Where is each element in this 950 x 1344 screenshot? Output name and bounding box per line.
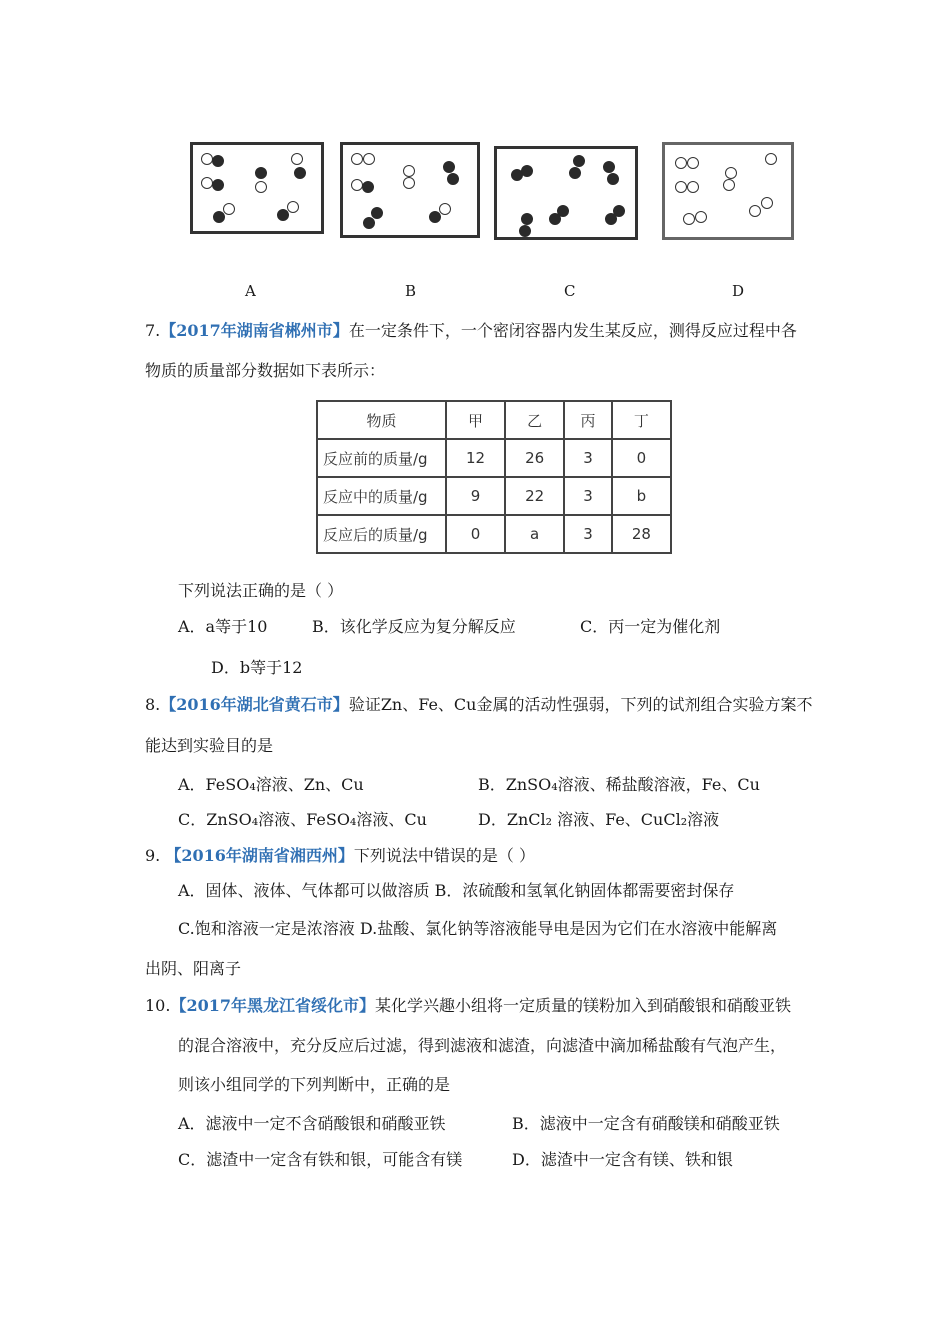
black-atom xyxy=(521,213,533,225)
q7-option-d: D．b等于12 xyxy=(211,658,303,677)
table-header: 丙 xyxy=(564,401,612,439)
q7-option-a: A．a等于10 xyxy=(178,617,268,636)
black-atom xyxy=(607,173,619,185)
black-atom xyxy=(294,167,306,179)
black-atom xyxy=(362,181,374,193)
q9-options-line1: A．固体、液体、气体都可以做溶质 B．浓硫酸和氢氧化钠固体都需要密封保存 xyxy=(178,881,735,900)
black-atom xyxy=(521,165,533,177)
white-atom xyxy=(403,177,415,189)
q7-stem-line1 xyxy=(145,321,797,341)
q7-option-c: C．丙一定为催化剂 xyxy=(580,617,721,636)
white-atom xyxy=(687,157,699,169)
black-atom xyxy=(519,225,531,237)
black-atom xyxy=(573,155,585,167)
table-cell: 28 xyxy=(612,515,671,553)
table-cell: 3 xyxy=(564,439,612,477)
black-atom xyxy=(212,155,224,167)
white-atom xyxy=(255,181,267,193)
white-atom xyxy=(223,203,235,215)
black-atom xyxy=(429,211,441,223)
diagram-box-b xyxy=(340,142,480,238)
q8-option-b: B．ZnSO₄溶液、稀盐酸溶液，Fe、Cu xyxy=(478,775,760,794)
white-atom xyxy=(749,205,761,217)
black-atom xyxy=(447,173,459,185)
diagram-label-a: A xyxy=(245,282,256,300)
q7-number: 7. xyxy=(145,321,161,340)
white-atom xyxy=(695,211,707,223)
table-row xyxy=(317,477,671,515)
q10-option-c: C．滤渣中一定含有铁和银，可能含有镁 xyxy=(178,1150,463,1169)
table-row xyxy=(317,439,671,477)
q10-stem-line1 xyxy=(145,996,791,1016)
white-atom xyxy=(675,181,687,193)
table-cell: 0 xyxy=(612,439,671,477)
table-row xyxy=(317,515,671,553)
q9-source: 【2016年湖南省湘西州】 xyxy=(165,846,354,865)
q8-stem-line2: 能达到实验目的是 xyxy=(145,736,274,755)
table-cell: 反应前的质量/g xyxy=(317,439,446,477)
table-cell: b xyxy=(612,477,671,515)
q10-option-d: D．滤渣中一定含有镁、铁和银 xyxy=(512,1150,733,1169)
black-atom xyxy=(569,167,581,179)
q9-number: 9. xyxy=(145,846,161,865)
q10-source: 【2017年黑龙江省绥化市】 xyxy=(170,996,375,1015)
black-atom xyxy=(443,161,455,173)
white-atom xyxy=(291,153,303,165)
q10-number: 10. xyxy=(145,996,171,1015)
white-atom xyxy=(687,181,699,193)
table-cell: 3 xyxy=(564,515,612,553)
q7-question: 下列说法正确的是（ ） xyxy=(178,581,344,600)
black-atom xyxy=(212,179,224,191)
q8-option-a: A．FeSO₄溶液、Zn、Cu xyxy=(178,775,364,794)
table-cell: 0 xyxy=(446,515,505,553)
diagram-box-c xyxy=(494,146,638,240)
black-atom xyxy=(549,213,561,225)
q10-option-a: A．滤液中一定不含硝酸银和硝酸亚铁 xyxy=(178,1114,446,1133)
black-atom xyxy=(371,207,383,219)
table-header: 乙 xyxy=(505,401,564,439)
white-atom xyxy=(761,197,773,209)
black-atom xyxy=(213,211,225,223)
white-atom xyxy=(723,179,735,191)
table-header: 物质 xyxy=(317,401,446,439)
diagram-label-c: C xyxy=(564,282,576,300)
table-header: 甲 xyxy=(446,401,505,439)
q8-option-c: C．ZnSO₄溶液、FeSO₄溶液、Cu xyxy=(178,810,427,829)
q7-source: 【2017年湖南省郴州市】 xyxy=(160,321,349,340)
table-header-row xyxy=(317,401,671,439)
table-cell: 9 xyxy=(446,477,505,515)
black-atom xyxy=(255,167,267,179)
q9-stem-line xyxy=(145,846,535,866)
diagram-label-b: B xyxy=(405,282,417,300)
table-cell: 22 xyxy=(505,477,564,515)
white-atom xyxy=(403,165,415,177)
q9-options-line2: C.饱和溶液一定是浓溶液 D.盐酸、氯化钠等溶液能导电是因为它们在水溶液中能解离 xyxy=(178,919,778,938)
q7-stem-line2: 物质的质量部分数据如下表所示： xyxy=(145,361,386,380)
q10-stem-line2: 的混合溶液中，充分反应后过滤，得到滤液和滤渣，向滤渣中滴加稀盐酸有气泡产生， xyxy=(178,1036,787,1055)
white-atom xyxy=(351,153,363,165)
black-atom xyxy=(605,213,617,225)
white-atom xyxy=(439,203,451,215)
table-cell: 26 xyxy=(505,439,564,477)
black-atom xyxy=(363,217,375,229)
q10-stem-text: 某化学兴趣小组将一定质量的镁粉加入到硝酸银和硝酸亚铁 xyxy=(375,996,792,1015)
table-header: 丁 xyxy=(612,401,671,439)
q9-options-line3: 出阴、阳离子 xyxy=(145,959,242,978)
white-atom xyxy=(725,167,737,179)
q7-stem-text: 在一定条件下，一个密闭容器内发生某反应，测得反应过程中各 xyxy=(348,321,797,340)
table-cell: 反应后的质量/g xyxy=(317,515,446,553)
white-atom xyxy=(363,153,375,165)
mass-table xyxy=(316,400,672,554)
q10-option-b: B．滤液中一定含有硝酸镁和硝酸亚铁 xyxy=(512,1114,780,1133)
white-atom xyxy=(765,153,777,165)
q8-number: 8. xyxy=(145,695,161,714)
black-atom xyxy=(277,209,289,221)
table-cell: 3 xyxy=(564,477,612,515)
q8-stem-text: 验证Zn、Fe、Cu金属的活动性强弱，下列的试剂组合实验方案不 xyxy=(348,695,813,714)
table-cell: 12 xyxy=(446,439,505,477)
black-atom xyxy=(603,161,615,173)
q9-stem-text: 下列说法中错误的是（ ） xyxy=(353,846,535,865)
q7-option-b: B．该化学反应为复分解反应 xyxy=(312,617,516,636)
diagram-box-d xyxy=(662,142,794,240)
table-cell: a xyxy=(505,515,564,553)
white-atom xyxy=(287,201,299,213)
q8-option-d: D．ZnCl₂ 溶液、Fe、CuCl₂溶液 xyxy=(478,810,720,829)
q8-source: 【2016年湖北省黄石市】 xyxy=(160,695,349,714)
white-atom xyxy=(675,157,687,169)
table-cell: 反应中的质量/g xyxy=(317,477,446,515)
q8-stem-line1 xyxy=(145,695,812,715)
diagram-label-d: D xyxy=(732,282,745,300)
white-atom xyxy=(683,213,695,225)
diagram-box-a xyxy=(190,142,324,234)
q10-stem-line3: 则该小组同学的下列判断中，正确的是 xyxy=(178,1075,451,1094)
